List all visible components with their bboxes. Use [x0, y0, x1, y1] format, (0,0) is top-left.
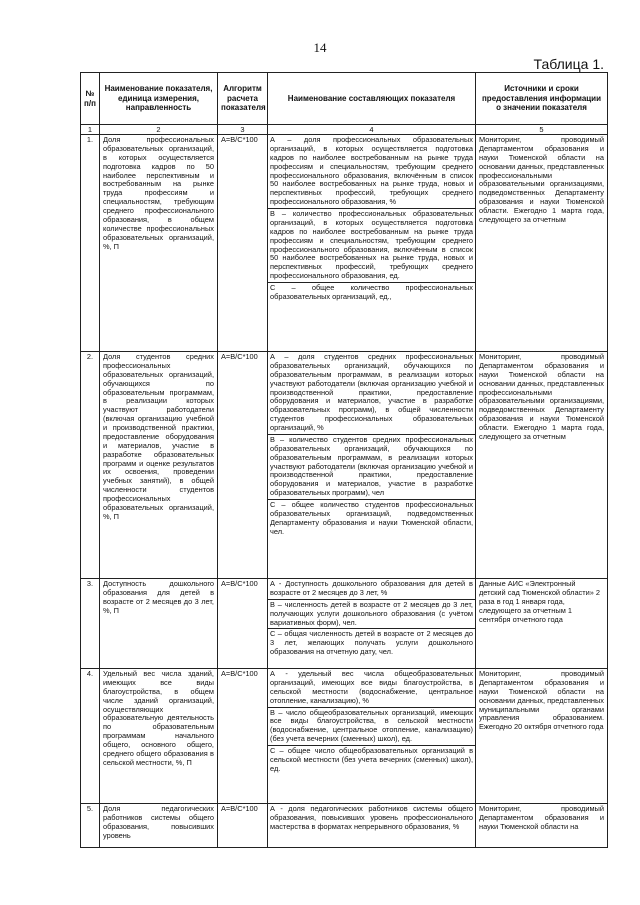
component-a: А – доля студентов средних профессиональных образовательных организаций, обучающихся по образовательным программам, в реализации которых участвуют работодатели (включая организацию учебной и производственной практики, предоставление оборудования и материалов, участие в разработке образовательных программ), в общей численности студентов профессиональных образовательных организаций, % [268, 352, 475, 434]
table-row [81, 352, 608, 579]
col-number: 3 [218, 125, 268, 135]
row-number: 3. [81, 579, 100, 669]
component-c: С – общее количество профессиональных образовательных организаций, ед., [270, 283, 473, 301]
indicator-name: Доля профессиональных образовательных организаций, в которых осуществляется подготовка кадров по 50 наиболее перспективным и востребованным на рынке труда профессиям и специальностям, требующим среднего профессионального образования, в общем количестве профессиональных образовательных организаций, %, П [100, 135, 218, 352]
indicator-name: Доля педагогических работников системы общего образования, повысивших уровень [100, 804, 218, 848]
component-a: А - Доступность дошкольного образования для детей в возрасте от 2 месяцев до 3 лет, % [268, 579, 475, 599]
header-components: Наименование составляющих показателя [268, 73, 476, 125]
component-a: А - доля педагогических работников системы общего образования, повысивших уровень профессионального мастерства в форматах непрерывного образования, % [270, 804, 473, 831]
algorithm: A=B/C*100 [218, 135, 268, 352]
component-c: С – общая численность детей в возрасте от 2 месяцев до 3 лет, желающих получать услуги дошкольного образования на отчетную дату, чел. [270, 629, 473, 657]
page-number: 14 [313, 40, 327, 55]
indicator-name: Удельный вес числа зданий, имеющих все виды благоустройства, в общем числе зданий организаций, осуществляющих образовательную деятельность по образовательным программам начального общего, основного общего, среднего общего образования в сельской местности, %, П [100, 669, 218, 804]
col-number: 4 [268, 125, 476, 135]
source-info: Данные АИС «Электронный детский сад Тюменской области» 2 раза в год 1 января года, следующего за отчетным 1 сентября отчетного года [476, 579, 608, 669]
components-cell [268, 669, 476, 804]
component-c: С – общее количество студентов профессиональных образовательных организаций, подведомственных Департаменту образования и науки Тюменской области, чел. [270, 500, 473, 536]
header-algo: Алгоритм расчета показателя [218, 73, 268, 125]
table-row [81, 579, 608, 669]
source-info: Мониторинг, проводимый Департаментом образования и науки Тюменской области на основании данных, представленных муниципальными органами управления образованием. Ежегодно 20 октября отчетного года [476, 669, 608, 804]
indicator-name: Доступность дошкольного образования для детей в возрасте от 2 месяцев до 3 лет, %, П [100, 579, 218, 669]
row-number: 5. [81, 804, 100, 848]
table-row [81, 669, 608, 804]
component-b: В – количество студентов средних профессиональных образовательных организаций, обучающихся по образовательным программам, в реализации которых участвуют работодатели (включая организацию учебной и производственной практики, предоставление оборудования и материалов, участие в разработке образовательных программ), чел [268, 434, 475, 499]
row-number: 4. [81, 669, 100, 804]
header-sources: Источники и сроки предоставления информации о значении показателя [476, 73, 608, 125]
header-name: Наименование показателя, единица измерения, направленность [100, 73, 218, 125]
components-cell [268, 804, 476, 848]
algorithm: A=B/C*100 [218, 804, 268, 848]
components-cell [268, 352, 476, 579]
component-b: В – количество профессиональных образовательных организаций, в которых осуществляется подготовка кадров по наиболее востребованным на рынке труда профессиям и специальностям, требующим среднего профессионального образования, включённым в список 50 наиболее востребованных на рынке труда, новых и перспективных профессий, требующих среднего профессионального образования, ед. [268, 209, 475, 283]
source-info: Мониторинг, проводимый Департаментом образования и науки Тюменской области на основании данных, представленных профессиональными образовательными организациями, подведомственных Департаменту образования и науки Тюменской области. Ежегодно 1 марта года, следующего за отчетным [476, 135, 608, 352]
col-number: 1 [81, 125, 100, 135]
component-a: А – доля профессиональных образовательных организаций, в которых осуществляется подготовка кадров по наиболее востребованным на рынке труда профессиям и специальностям, требующим среднего профессионального образования, включённым в список 50 наиболее востребованных на рынке труда, новых и перспективных профессий, требующих среднего профессионального образования, % [268, 135, 475, 209]
component-b: В – число общеобразовательных организаций, имеющих все виды благоустройства, в сельской местности (водоснабжение, центральное отопление, канализацию) (без учета вечерних (сменных) школ), ед. [268, 707, 475, 746]
component-c: С – общее число общеобразовательных организаций в сельской местности (без учета вечерних (сменных) школ), ед. [270, 746, 473, 773]
source-info: Мониторинг, проводимый Департаментом образования и науки Тюменской области на [476, 804, 608, 848]
col-number: 5 [476, 125, 608, 135]
row-number: 1. [81, 135, 100, 352]
component-b: В – численность детей в возрасте от 2 месяцев до 3 лет, получающих услуги дошкольного образования (с учётом вариативных форм), чел. [268, 599, 475, 629]
components-cell [268, 579, 476, 669]
components-cell [268, 135, 476, 352]
row-number: 2. [81, 352, 100, 579]
indicator-name: Доля студентов средних профессиональных образовательных организаций, обучающихся по образовательным программам, в реализации которых участвуют работодатели (включая организацию учебной и производственной практики, предоставление оборудования и материалов, участие в разработке образовательных программ и оценке результатов их освоения, проведении учебных занятий), в общей численности студентов профессиональных образовательных организаций, %, П [100, 352, 218, 579]
algorithm: A=B/C*100 [218, 579, 268, 669]
indicators-table [80, 72, 608, 848]
table-title: Таблица 1. [533, 56, 604, 72]
col-number: 2 [100, 125, 218, 135]
algorithm: A=B/C*100 [218, 669, 268, 804]
table-row [81, 135, 608, 352]
header-num: № п/п [81, 73, 100, 125]
algorithm: A=B/C*100 [218, 352, 268, 579]
source-info: Мониторинг, проводимый Департаментом образования и науки Тюменской области на основании данных, представленных профессиональными образовательными организациями, подведомственных Департаменту образования и науки Тюменской области. Ежегодно 1 марта года, следующего за отчетным [476, 352, 608, 579]
component-a: А - удельный вес числа общеобразовательных организаций, имеющих все виды благоустройства, в сельской местности (водоснабжение, центральное отопление, канализацию), % [268, 669, 475, 707]
table-row [81, 804, 608, 848]
